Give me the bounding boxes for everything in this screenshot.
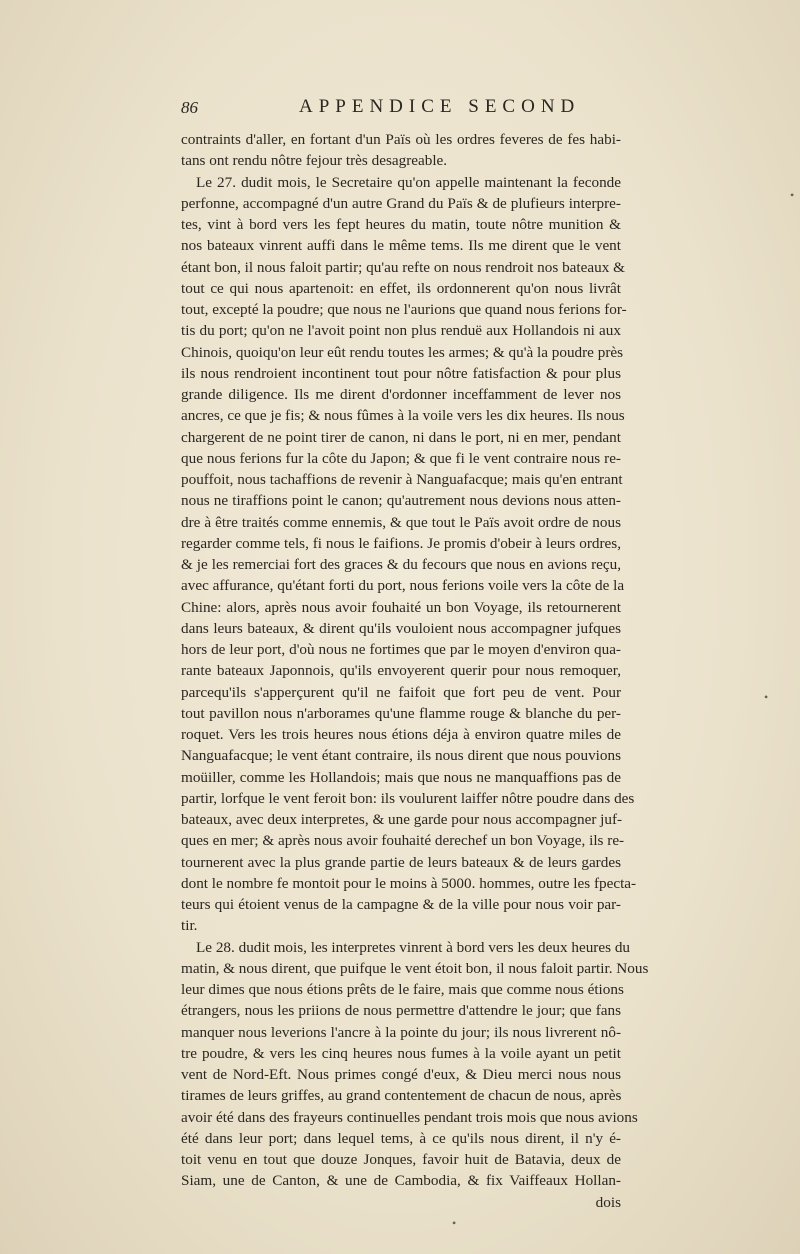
catchword: dois <box>595 1193 621 1211</box>
text-line: tes, vint à bord vers les fept heures du matin, toute nôtre munition & <box>181 216 621 233</box>
text-line: dont le nombre fe montoit pour le moins à 5000. hommes, outre les fpecta- <box>181 874 637 892</box>
text-line: ils nous rendroient incontinent tout pour nôtre fatisfaction & pour plus <box>181 364 621 382</box>
text-line: chargerent de ne point tirer de canon, ni dans le port, ni en mer, pendant <box>181 428 621 446</box>
text-line: avec affurance, qu'étant forti du port, nous ferions voile vers la côte de la <box>181 577 625 595</box>
text-line: Chinois, quoiqu'on leur eût rendu toutes les armes; & qu'à la poudre près <box>181 343 624 361</box>
text-line: vent de Nord-Eft. Nous primes congé d'eux, & Dieu merci nous nous <box>181 1066 621 1083</box>
page-header <box>181 96 621 122</box>
text-line: tans ont rendu nôtre fejour très desagreable. <box>181 152 448 170</box>
text-line: tre poudre, & vers les cinq heures nous fumes à la voile ayant un petit <box>181 1044 621 1062</box>
text-line: tout pavillon nous n'arborames qu'une flamme rouge & blanche du per- <box>181 704 621 722</box>
text-line: partir, lorfque le vent feroit bon: ils voulurent laiffer nôtre poudre dans des <box>181 789 635 807</box>
text-line: avoir été dans des frayeurs continuelles pendant trois mois que nous avions <box>181 1108 638 1126</box>
text-line: tis du port; qu'on ne l'avoit point non plus renduë aux Hollandois ni aux <box>181 322 621 340</box>
text-line: étrangers, nous les priions de nous permettre d'attendre le jour; que fans <box>181 1002 621 1020</box>
text-line: bateaux, avec deux interpretes, & une garde pour nous accompagner juf- <box>181 811 623 828</box>
text-line: grande diligence. Ils me dirent d'ordonner inceffamment de lever nos <box>181 386 621 403</box>
text-line: toit venu en tout que douze Jonques, favoir huit de Batavia, deux de <box>181 1151 621 1168</box>
text-line: Chine: alors, après nous avoir fouhaité un bon Voyage, ils retournerent <box>181 598 621 616</box>
text-line: & je les remerciai fort des graces & du fecours que nous en avions reçu, <box>181 556 621 573</box>
text-line: tout ce qui nous apartenoit: en effet, ils ordonnerent qu'on nous livrât <box>181 279 621 297</box>
text-line: tir. <box>181 917 198 935</box>
running-title: APPENDICE SECOND <box>299 96 581 117</box>
text-line: été dans leur port; dans lequel tems, à ce qu'ils nous dirent, il n'y é- <box>181 1129 621 1147</box>
text-line: Le 28. dudit mois, les interpretes vinrent à bord vers les deux heures du <box>196 938 631 956</box>
text-line: contraints d'aller, en fortant d'un Païs où les ordres feveres de fes habi- <box>181 131 621 148</box>
text-line: matin, & nous dirent, que puifque le vent étoit bon, il nous faloit partir. Nous <box>181 959 649 977</box>
text-line: tournerent avec la plus grande partie de leurs bateaux & de leurs gardes <box>181 853 621 871</box>
text-line: leur dimes que nous étions prêts de le faire, mais que comme nous étions <box>181 981 624 998</box>
text-line: Le 27. dudit mois, le Secretaire qu'on appelle maintenant la feconde <box>196 173 621 191</box>
text-line: perfonne, accompagné d'un autre Grand du Païs & de plufieurs interpre- <box>181 194 621 212</box>
text-line: dre à être traités comme ennemis, & que tout le Païs avoit ordre de nous <box>181 513 621 531</box>
text-line: roquet. Vers les trois heures nous étions déja à environ quatre miles de <box>181 726 621 743</box>
body-text <box>181 129 649 1213</box>
text-line: hors de leur port, d'où nous ne fortimes que par le moyen d'environ qua- <box>181 641 621 658</box>
margin-mark: • <box>790 188 795 202</box>
text-line: manquer nous leverions l'ancre à la pointe du jour; ils nous livrerent nô- <box>181 1023 621 1041</box>
text-line: regarder comme tels, fi nous le faifions. Je promis d'obeir à leurs ordres, <box>181 534 621 552</box>
text-line: Siam, une de Canton, & une de Cambodia, & fix Vaiffeaux Hollan- <box>181 1172 621 1190</box>
text-line: moüiller, comme les Hollandois; mais que nous ne manquaffions pas de <box>181 768 621 786</box>
text-line: nos bateaux vinrent auffi dans le même tems. Ils me dirent que le vent <box>181 237 621 255</box>
text-line: pouffoit, nous tachaffions de revenir à Nanguafacque; mais qu'en entrant <box>181 471 623 488</box>
margin-mark: • <box>452 1216 457 1230</box>
text-line: étant bon, il nous faloit partir; qu'au refte on nous rendroit nos bateaux & <box>181 258 625 276</box>
text-line: rante bateaux Japonnois, qu'ils envoyerent querir pour nous remoquer, <box>181 662 621 680</box>
page-number: 86 <box>181 98 198 117</box>
text-line: tout, excepté la poudre; que nous ne l'aurions que quand nous ferions for- <box>181 301 627 318</box>
text-line: dans leurs bateaux, & dirent qu'ils vouloient nous accompagner jufques <box>181 619 621 637</box>
text-line: ancres, ce que je fis; & nous fûmes à la voile vers les dix heures. Ils nous <box>181 407 625 425</box>
text-line: parcequ'ils s'apperçurent qu'il ne faifoit que fort peu de vent. Pour <box>181 683 621 701</box>
text-line: Nanguafacque; le vent étant contraire, ils nous dirent que nous pouvions <box>181 747 621 765</box>
text-line: tirames de leurs griffes, au grand contentement de chacun de nous, après <box>181 1087 622 1105</box>
text-line: teurs qui étoient venus de la campagne & de la ville pour nous voir par- <box>181 896 621 913</box>
text-line: ques en mer; & après nous avoir fouhaité derechef un bon Voyage, ils re- <box>181 832 625 850</box>
margin-mark: • <box>764 690 769 704</box>
text-line: nous ne tiraffions point le canon; qu'autrement nous devions nous atten- <box>181 492 621 510</box>
text-line: que nous ferions fur la côte du Japon; & que fi le vent contraire nous re- <box>181 449 621 467</box>
